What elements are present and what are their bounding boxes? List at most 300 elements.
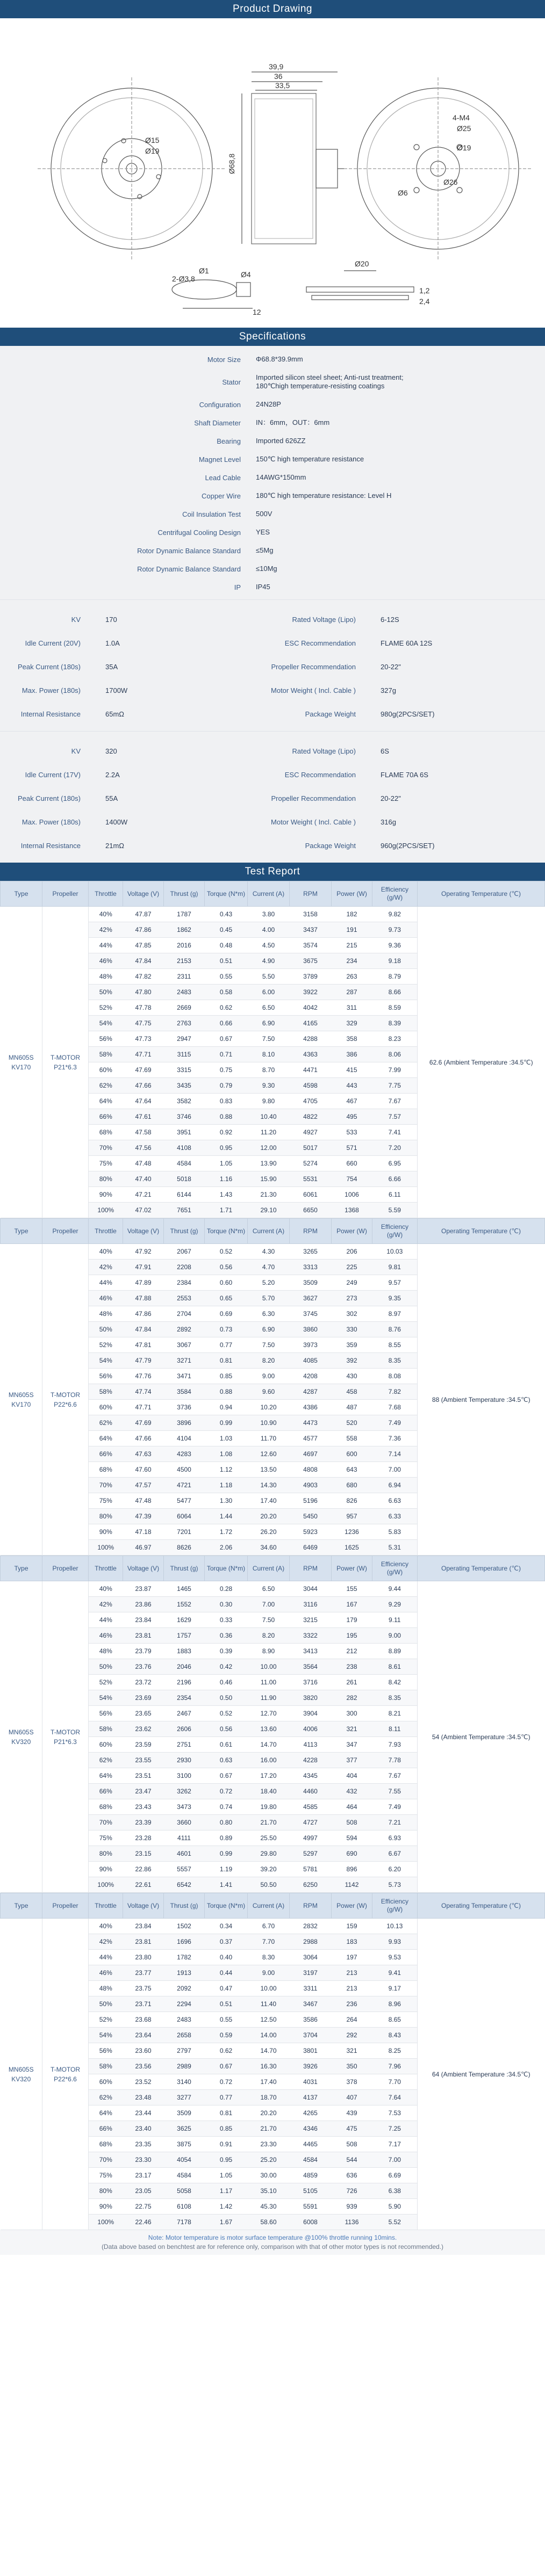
table-cell: 7.75 [372,1078,418,1094]
table-cell: 12.00 [248,1140,290,1156]
test-table-header: Propeller [42,1219,89,1244]
test-table-header: Voltage (V) [123,881,164,907]
table-cell: 2208 [164,1260,205,1275]
table-cell: 8626 [164,1540,205,1555]
table-cell: 311 [332,1000,372,1016]
table-cell: 54% [89,1690,123,1706]
table-cell: 75% [89,1830,123,1846]
kv-label: Motor Weight ( Incl. Cable ) [271,686,356,694]
table-cell: 64% [89,1431,123,1446]
test-operating-temperature: 62.6 (Ambient Temperature :34.5℃) [418,907,545,1218]
table-cell: 7.00 [372,1462,418,1478]
table-cell: 3.80 [248,907,290,922]
table-cell: 3322 [290,1628,332,1644]
table-cell: 34.60 [248,1540,290,1555]
table-cell: 23.72 [123,1675,164,1690]
table-cell: 0.80 [205,1815,248,1830]
table-cell: 22.75 [123,2199,164,2215]
table-cell: 1502 [164,1919,205,1934]
table-cell: 23.65 [123,1706,164,1721]
spec-value-line: 24N28P [256,400,281,408]
table-cell: 4.30 [248,1244,290,1260]
table-cell: 7201 [164,1524,205,1540]
table-cell: 64% [89,1094,123,1109]
table-cell: 213 [332,1965,372,1981]
spec-value-line: YES [256,528,270,536]
table-cell: 3582 [164,1094,205,1109]
table-cell: 6.94 [372,1478,418,1493]
table-cell: 47.89 [123,1275,164,1291]
table-cell: 2483 [164,985,205,1000]
spec-label: Magnet Level [198,455,241,464]
table-cell: 7178 [164,2215,205,2230]
table-cell: 487 [332,1400,372,1415]
table-cell: 7.49 [372,1799,418,1815]
table-cell: 42% [89,1597,123,1612]
dim-mount-2: Ø1 [199,266,209,275]
table-cell: 2153 [164,953,205,969]
test-propeller: T-MOTOR P22*6.6 [42,1244,89,1555]
table-cell: 8.06 [372,1047,418,1062]
table-cell: 0.79 [205,1078,248,1094]
table-cell: 350 [332,2059,372,2074]
table-cell: 2354 [164,1690,205,1706]
table-cell: 23.79 [123,1644,164,1659]
table-cell: 66% [89,1784,123,1799]
table-cell: 3467 [290,1996,332,2012]
test-table-header: Torque (N*m) [205,881,248,907]
table-cell: 47.39 [123,1509,164,1524]
table-cell: 3860 [290,1322,332,1337]
kv-label: KV [71,615,81,624]
table-cell: 80% [89,2183,123,2199]
table-cell: 47.76 [123,1369,164,1384]
test-table-header: Operating Temperature (℃) [418,1893,545,1919]
table-cell: 47.87 [123,907,164,922]
table-cell: 3158 [290,907,332,922]
table-cell: 1.42 [205,2199,248,2215]
table-cell: 90% [89,1862,123,1877]
test-table-header: Throttle [89,881,123,907]
table-cell: 6.50 [248,1000,290,1016]
kv-row [0,631,545,655]
table-cell: 8.43 [372,2028,418,2043]
table-cell: 0.61 [205,1737,248,1753]
test-table-header: Voltage (V) [123,1893,164,1919]
table-cell: 7.00 [372,2152,418,2168]
spec-value-line: 500V [256,510,272,518]
table-cell: 60% [89,1737,123,1753]
table-cell: 0.59 [205,2028,248,2043]
table-cell: 0.71 [205,1047,248,1062]
table-cell: 48% [89,1981,123,1996]
table-cell: 23.52 [123,2074,164,2090]
table-cell: 5531 [290,1171,332,1187]
table-cell: 10.00 [248,1981,290,1996]
table-cell: 4584 [290,2152,332,2168]
table-cell: 47.78 [123,1000,164,1016]
table-cell: 4345 [290,1768,332,1784]
table-cell: 4287 [290,1384,332,1400]
dim-left-2: Ø19 [145,147,160,155]
table-cell: 25.20 [248,2152,290,2168]
table-cell: 386 [332,1047,372,1062]
dim-diameter: Ø68,8 [227,153,236,174]
table-cell: 5781 [290,1862,332,1877]
test-table-header: Operating Temperature (℃) [418,1219,545,1244]
spec-value [256,437,545,445]
table-cell: 680 [332,1478,372,1493]
table-cell: 0.99 [205,1846,248,1862]
table-cell: 8.76 [372,1322,418,1337]
table-cell: 392 [332,1353,372,1369]
table-cell: 90% [89,2199,123,2215]
table-cell: 47.85 [123,938,164,953]
table-cell: 8.35 [372,1690,418,1706]
table-cell: 544 [332,2152,372,2168]
spec-value-line: IP45 [256,583,270,591]
table-cell: 7.96 [372,2059,418,2074]
table-cell: 594 [332,1830,372,1846]
kv-value: 6-12S [381,615,399,624]
table-cell: 8.20 [248,1628,290,1644]
table-cell: 0.83 [205,1094,248,1109]
spec-row [0,523,545,541]
table-cell: 3584 [164,1384,205,1400]
table-cell: 430 [332,1369,372,1384]
table-cell: 3716 [290,1675,332,1690]
table-cell: 8.08 [372,1369,418,1384]
table-cell: 9.82 [372,907,418,922]
spec-value [256,528,545,537]
table-cell: 47.71 [123,1047,164,1062]
table-cell: 6.67 [372,1846,418,1862]
table-cell: 2294 [164,1996,205,2012]
spec-row [0,468,545,487]
table-cell: 754 [332,1171,372,1187]
test-table-header: RPM [290,881,332,907]
table-cell: 0.52 [205,1244,248,1260]
table-cell: 5058 [164,2183,205,2199]
table-cell: 6.90 [248,1016,290,1031]
table-cell: 3951 [164,1125,205,1140]
table-cell: 47.48 [123,1493,164,1509]
table-cell: 8.35 [372,1353,418,1369]
test-table-header: Thrust (g) [164,1556,205,1581]
table-cell: 47.69 [123,1415,164,1431]
table-cell: 75% [89,1493,123,1509]
kv-label: Motor Weight ( Incl. Cable ) [271,817,356,826]
table-cell: 40% [89,1581,123,1597]
dim-mount-3: Ø4 [241,270,251,279]
table-cell: 0.56 [205,1721,248,1737]
table-cell: 3574 [290,938,332,953]
table-cell: 42% [89,1260,123,1275]
table-cell: 47.86 [123,1306,164,1322]
table-cell: 40% [89,907,123,922]
spec-value-line: ≤5Mg [256,546,274,554]
table-cell: 23.71 [123,1996,164,2012]
table-cell: 282 [332,1690,372,1706]
table-cell: 3789 [290,969,332,985]
table-cell: 8.23 [372,1031,418,1047]
table-cell: 9.18 [372,953,418,969]
table-cell: 3625 [164,2121,205,2137]
table-cell: 6469 [290,1540,332,1555]
table-cell: 22.61 [123,1877,164,1893]
table-cell: 2553 [164,1291,205,1306]
table-cell: 8.89 [372,1644,418,1659]
spec-row [0,541,545,560]
table-cell: 3262 [164,1784,205,1799]
kv-label: ESC Recommendation [284,639,356,647]
table-cell: 212 [332,1644,372,1659]
table-cell: 47.91 [123,1260,164,1275]
dim-total-height: 39,9 [269,62,284,71]
dim-right-5: Ø26 [443,178,458,186]
table-cell: 1.41 [205,1877,248,1893]
test-table-header: RPM [290,1556,332,1581]
table-cell: 68% [89,1462,123,1478]
test-table-header: RPM [290,1219,332,1244]
table-cell: 4386 [290,1400,332,1415]
table-cell: 0.51 [205,1996,248,2012]
table-cell: 234 [332,953,372,969]
table-cell: 7.41 [372,1125,418,1140]
table-cell: 3801 [290,2043,332,2059]
test-table-header: Current (A) [248,1556,290,1581]
test-note-line-2: (Data above based on benchtest are for reference only, comparison with that of other motor types is not recommended.) [101,2243,444,2251]
table-cell: 4031 [290,2074,332,2090]
kv-row [0,739,545,763]
dim-mount-1: 2-Ø3,8 [172,274,195,283]
table-cell: 17.40 [248,2074,290,2090]
kv-row [0,763,545,786]
table-cell: 0.60 [205,1275,248,1291]
test-report-title: Test Report [245,866,300,877]
table-cell: 70% [89,1815,123,1830]
table-cell: 660 [332,1156,372,1171]
table-cell: 4697 [290,1446,332,1462]
table-cell: 4042 [290,1000,332,1016]
table-cell: 9.60 [248,1384,290,1400]
test-motor-type: MN605S KV170 [1,1244,42,1555]
table-cell: 47.81 [123,1337,164,1353]
table-cell: 17.40 [248,1493,290,1509]
table-cell: 6.70 [248,1919,290,1934]
table-cell: 182 [332,907,372,922]
table-cell: 35.10 [248,2183,290,2199]
table-cell: 47.66 [123,1431,164,1446]
table-cell: 0.81 [205,1353,248,1369]
table-cell: 6064 [164,1509,205,1524]
table-cell: 0.72 [205,2074,248,2090]
table-cell: 2797 [164,2043,205,2059]
dim-right-4: Ø6 [398,189,408,197]
table-cell: 50% [89,1659,123,1675]
table-cell: 22.86 [123,1862,164,1877]
table-cell: 2658 [164,2028,205,2043]
table-cell: 13.50 [248,1462,290,1478]
test-motor-type: MN605S KV320 [1,1919,42,2230]
test-report-section [0,881,545,2230]
specifications-title: Specifications [239,331,306,342]
table-cell: 1.08 [205,1446,248,1462]
spec-value [256,491,545,500]
table-cell: 11.90 [248,1690,290,1706]
kv-value: 1.0A [105,639,120,647]
table-cell: 0.99 [205,1415,248,1431]
table-cell: 0.85 [205,1369,248,1384]
table-cell: 20.20 [248,2105,290,2121]
table-cell: 23.55 [123,1753,164,1768]
table-cell: 3627 [290,1291,332,1306]
table-cell: 0.39 [205,1644,248,1659]
table-cell: 358 [332,1031,372,1047]
table-cell: 0.44 [205,1965,248,1981]
table-cell: 7.70 [372,2074,418,2090]
table-cell: 14.30 [248,1478,290,1493]
table-cell: 47.84 [123,1322,164,1337]
test-table-header: Thrust (g) [164,1893,205,1919]
table-cell: 3509 [164,2105,205,2121]
kv-value: 20-22" [381,662,401,671]
table-cell: 8.11 [372,1721,418,1737]
table-cell: 4584 [164,2168,205,2183]
table-cell: 8.66 [372,985,418,1000]
table-cell: 4.00 [248,922,290,938]
test-table-header: Current (A) [248,881,290,907]
table-cell: 48% [89,969,123,985]
kv-value: 980g(2PCS/SET) [381,710,435,718]
table-cell: 571 [332,1140,372,1156]
table-cell: 2067 [164,1244,205,1260]
table-cell: 47.86 [123,922,164,938]
table-cell: 896 [332,1862,372,1877]
table-cell: 23.60 [123,2043,164,2059]
table-cell: 6.11 [372,1187,418,1203]
table-cell: 636 [332,2168,372,2183]
table-cell: 0.28 [205,1581,248,1597]
table-cell: 0.67 [205,1768,248,1784]
table-cell: 5018 [164,1171,205,1187]
table-cell: 70% [89,2152,123,2168]
test-table-header: Type [1,1893,42,1919]
table-cell: 2092 [164,1981,205,1996]
table-cell: 9.29 [372,1597,418,1612]
table-cell: 2892 [164,1322,205,1337]
table-cell: 70% [89,1478,123,1493]
table-cell: 826 [332,1493,372,1509]
test-table-header: Thrust (g) [164,1219,205,1244]
table-cell: 191 [332,922,372,938]
table-cell: 7.57 [372,1109,418,1125]
table-cell: 4111 [164,1830,205,1846]
table-cell: 16.00 [248,1753,290,1768]
table-cell: 7651 [164,1203,205,1218]
table-cell: 1757 [164,1628,205,1644]
table-cell: 7.93 [372,1737,418,1753]
table-cell: 23.35 [123,2137,164,2152]
kv-block [0,599,545,731]
table-cell: 75% [89,1156,123,1171]
table-cell: 4822 [290,1109,332,1125]
dim-right-3: Ø19 [457,143,471,152]
table-cell: 2384 [164,1275,205,1291]
table-cell: 5477 [164,1493,205,1509]
table-cell: 4859 [290,2168,332,2183]
kv-label: Peak Current (180s) [17,662,81,671]
table-cell: 56% [89,1031,123,1047]
table-cell: 23.87 [123,1581,164,1597]
spec-value-line: 150℃ high temperature resistance [256,455,364,463]
spec-value [256,373,545,390]
test-table-header: Operating Temperature (℃) [418,1556,545,1581]
specifications-banner [0,328,545,346]
table-cell: 23.30 [248,2137,290,2152]
table-cell: 475 [332,2121,372,2137]
table-cell: 432 [332,1784,372,1799]
table-cell: 0.88 [205,1109,248,1125]
table-cell: 9.57 [372,1275,418,1291]
table-cell: 0.63 [205,1753,248,1768]
dim-left-1: Ø15 [145,136,160,144]
kv-value: 21mΩ [105,841,125,850]
table-cell: 1.19 [205,1862,248,1877]
table-cell: 439 [332,2105,372,2121]
table-cell: 4721 [164,1478,205,1493]
table-cell: 10.40 [248,1109,290,1125]
test-motor-type: MN605S KV170 [1,907,42,1218]
table-cell: 3140 [164,2074,205,2090]
table-cell: 40% [89,1919,123,1934]
table-cell: 5196 [290,1493,332,1509]
table-cell: 26.20 [248,1524,290,1540]
test-table-header: Voltage (V) [123,1219,164,1244]
test-table-header-row [1,1556,545,1581]
table-cell: 17.20 [248,1768,290,1784]
table-cell: 9.44 [372,1581,418,1597]
spec-value-line: Imported 626ZZ [256,437,306,445]
product-drawing-title: Product Drawing [233,3,312,15]
table-cell: 46% [89,953,123,969]
test-table-header: Operating Temperature (℃) [418,881,545,907]
kv-label: KV [71,747,81,755]
table-cell: 3067 [164,1337,205,1353]
spec-value [256,418,545,427]
table-cell: 215 [332,938,372,953]
table-cell: 58% [89,1047,123,1062]
table-cell: 302 [332,1306,372,1322]
table-cell: 415 [332,1062,372,1078]
test-table-header: Propeller [42,1893,89,1919]
table-cell: 939 [332,2199,372,2215]
table-cell: 70% [89,1140,123,1156]
table-cell: 47.21 [123,1187,164,1203]
table-cell: 347 [332,1737,372,1753]
table-cell: 957 [332,1509,372,1524]
table-cell: 23.43 [123,1799,164,1815]
table-cell: 60% [89,2074,123,2090]
table-cell: 8.97 [372,1306,418,1322]
table-cell: 0.58 [205,985,248,1000]
table-cell: 2046 [164,1659,205,1675]
table-cell: 4.90 [248,953,290,969]
table-cell: 9.53 [372,1950,418,1965]
kv-row [0,678,545,702]
table-cell: 2669 [164,1000,205,1016]
table-cell: 54% [89,1353,123,1369]
